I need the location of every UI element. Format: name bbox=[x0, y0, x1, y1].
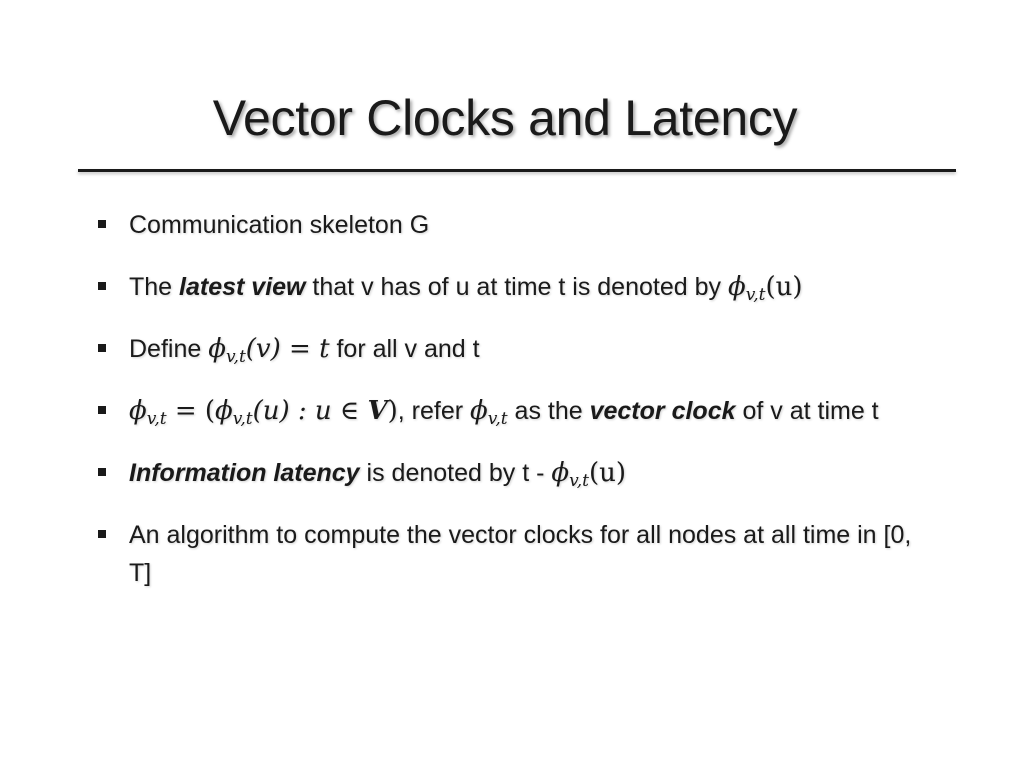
title-underline bbox=[78, 169, 956, 172]
emphasis-information-latency: Information latency bbox=[129, 459, 360, 487]
square-bullet-icon bbox=[98, 468, 106, 476]
square-bullet-icon bbox=[98, 220, 106, 228]
math-vector-clock-definition bbox=[129, 396, 398, 429]
bullet-item-algorithm bbox=[96, 516, 936, 592]
square-bullet-icon bbox=[98, 282, 106, 290]
math-phi-vt-u bbox=[727, 272, 803, 305]
bullet-text: Communication skeleton G bbox=[129, 211, 430, 239]
math-phi: ϕ bbox=[129, 396, 147, 426]
square-bullet-icon bbox=[98, 344, 106, 352]
math-subscript-inner: v,t bbox=[232, 409, 253, 429]
bullet-list bbox=[96, 206, 936, 616]
math-phi-vt-u bbox=[551, 458, 626, 491]
bullet-item-information-latency bbox=[96, 454, 936, 492]
math-set-v: V bbox=[367, 396, 388, 426]
square-bullet-icon bbox=[98, 530, 106, 538]
math-subscript: v,t bbox=[146, 409, 167, 429]
square-bullet-icon bbox=[98, 406, 106, 414]
math-close: ) bbox=[387, 396, 398, 426]
bullet-middle: that v has of u at time t is denoted by bbox=[305, 273, 728, 301]
math-phi: ϕ bbox=[208, 334, 226, 364]
bullet-suffix: for all v and t bbox=[329, 335, 480, 363]
math-subscript: v,t bbox=[225, 347, 246, 367]
bullet-item-latest-view bbox=[96, 268, 936, 306]
math-subscript: v,t bbox=[487, 409, 508, 429]
bullet-suffix: of v at time t bbox=[735, 397, 879, 425]
math-phi-vt-v-equals-t bbox=[208, 334, 330, 367]
math-phi: ϕ bbox=[551, 458, 570, 488]
slide-title: Vector Clocks and Latency bbox=[212, 90, 798, 146]
emphasis-latest-view: latest view bbox=[179, 273, 306, 301]
math-phi-inner: ϕ bbox=[215, 396, 233, 426]
emphasis-vector-clock: vector clock bbox=[589, 397, 736, 425]
math-phi: ϕ bbox=[470, 396, 488, 426]
bullet-prefix: The bbox=[129, 273, 180, 301]
bullet-item-vector-clock bbox=[96, 392, 936, 430]
math-phi: ϕ bbox=[727, 272, 746, 302]
bullet-after: as the bbox=[507, 397, 590, 425]
bullet-mid: , refer bbox=[397, 397, 471, 425]
bullet-middle: is denoted by t - bbox=[359, 459, 552, 487]
math-argument: (u) bbox=[588, 458, 626, 488]
math-argument: (u) bbox=[765, 272, 803, 302]
math-inner-rest: (u) : u ∈ bbox=[252, 396, 368, 426]
math-subscript: v,t bbox=[569, 471, 589, 491]
bullet-text: An algorithm to compute the vector clocks for all nodes at all time in [0, T] bbox=[129, 521, 912, 587]
math-rest: (v) = t bbox=[245, 334, 330, 364]
math-equals: = ( bbox=[166, 396, 216, 426]
math-phi-vt bbox=[470, 396, 508, 429]
bullet-item-communication-skeleton bbox=[96, 206, 936, 244]
math-subscript: v,t bbox=[745, 285, 766, 305]
bullet-prefix: Define bbox=[129, 335, 209, 363]
bullet-item-define bbox=[96, 330, 936, 368]
